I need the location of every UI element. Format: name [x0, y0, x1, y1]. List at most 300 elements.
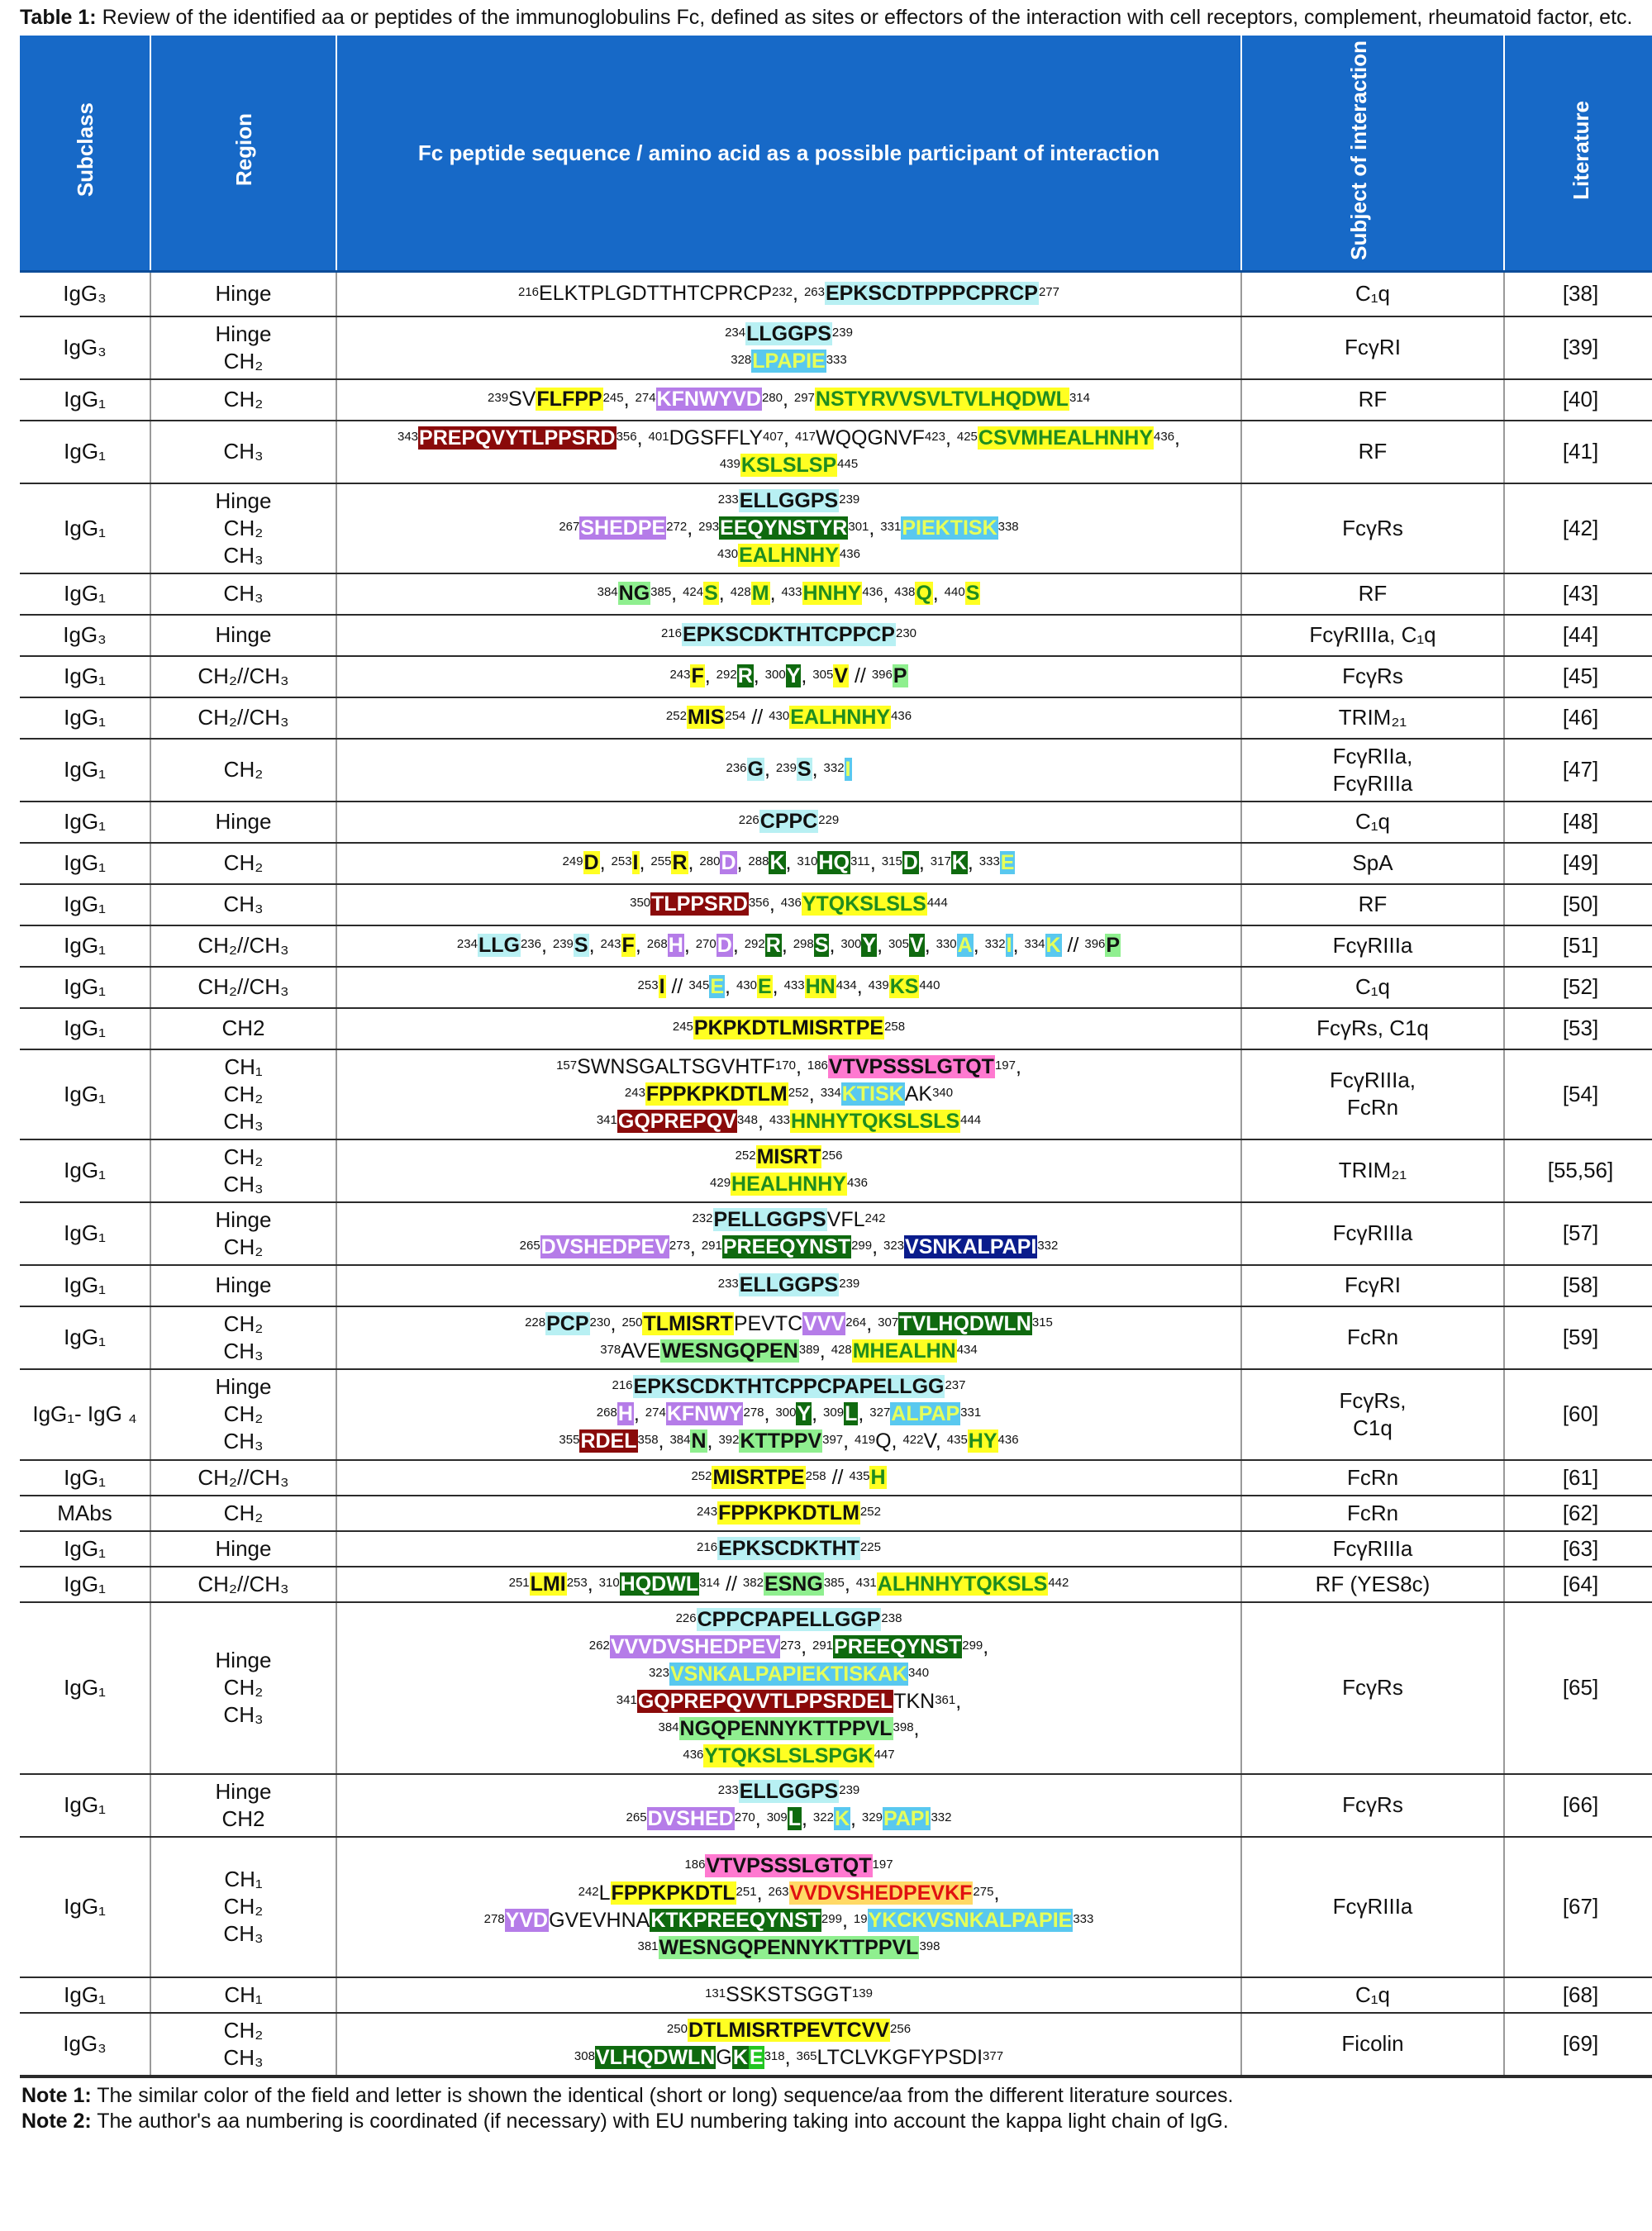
- region-label: CH₁: [224, 1054, 263, 1079]
- region-label: CH₃: [223, 1702, 264, 1727]
- sequence-text: ,: [687, 516, 699, 540]
- highlighted-peptide: V: [910, 934, 924, 957]
- highlighted-peptide: VVDVSHEDPEVKF: [789, 1881, 973, 1905]
- sequence-text: TKN: [893, 1689, 935, 1713]
- highlighted-peptide: PKPKDTLMISRTPE: [693, 1016, 884, 1039]
- cell-subject: [1241, 1049, 1504, 1139]
- highlighted-peptide: HNHYTQKSLSLS: [790, 1109, 960, 1133]
- cell-sequence: [336, 272, 1241, 316]
- cell-subclass: IgG₁: [20, 1837, 150, 1977]
- highlighted-peptide: V: [834, 664, 849, 687]
- cell-subject: [1241, 1265, 1504, 1306]
- sequence-line: [342, 973, 1235, 1001]
- residue-number: 345: [688, 978, 710, 992]
- residue-number: 433: [769, 1112, 790, 1127]
- residue-number: 440: [919, 978, 940, 992]
- sequence-text: ,: [736, 851, 749, 874]
- cell-subclass: IgG₁: [20, 1202, 150, 1265]
- residue-number: 330: [935, 937, 957, 951]
- cell-subject: [1241, 1008, 1504, 1049]
- highlighted-peptide: CPPC: [759, 810, 818, 833]
- residue-number: 334: [820, 1085, 841, 1100]
- highlighted-peptide: EEQYNSTYR: [720, 516, 848, 540]
- residue-number: 197: [994, 1058, 1016, 1073]
- highlighted-peptide: WESNGQPEN: [661, 1339, 798, 1363]
- residue-number: 245: [672, 1020, 693, 1034]
- table-row: [20, 1265, 1652, 1306]
- highlighted-peptide: CSVMHEALHNHY: [978, 426, 1154, 450]
- residue-number: 332: [1037, 1238, 1059, 1253]
- cell-subclass: IgG₁: [20, 379, 150, 421]
- highlighted-peptide: K: [951, 851, 967, 874]
- cell-literature: [65]: [1504, 1602, 1652, 1774]
- sequence-text: //: [826, 1465, 850, 1489]
- residue-number: 239: [839, 492, 860, 507]
- sequence-text: ELKTPLGDTTHTCPRCP: [539, 282, 772, 306]
- subject-label: FcRn: [1346, 1325, 1399, 1349]
- cell-literature: [39]: [1504, 316, 1652, 379]
- residue-number: 340: [908, 1665, 930, 1680]
- residue-number: 334: [1024, 937, 1045, 951]
- table-row: [20, 1496, 1652, 1531]
- residue-number: 239: [831, 325, 853, 340]
- subject-label: FcRn: [1346, 1464, 1399, 1490]
- highlighted-peptide: K: [732, 2045, 748, 2069]
- highlighted-peptide: ALHNHYTQKSLS: [877, 1572, 1048, 1596]
- highlighted-peptide: I: [845, 758, 851, 781]
- sequence-text: ,: [967, 851, 979, 874]
- sequence-line: [342, 1428, 1235, 1455]
- residue-number: 236: [520, 937, 541, 951]
- cell-sequence: [336, 379, 1241, 421]
- cell-sequence: [336, 2013, 1241, 2076]
- cell-sequence: [336, 925, 1241, 967]
- residue-number: 323: [883, 1238, 905, 1253]
- cell-subclass: IgG₁: [20, 843, 150, 884]
- highlighted-peptide: P: [1106, 934, 1121, 957]
- cell-subject: [1241, 802, 1504, 843]
- cell-subclass: IgG₁: [20, 1460, 150, 1496]
- residue-number: 439: [868, 978, 889, 992]
- residue-number: 315: [881, 854, 902, 868]
- residue-number: 252: [788, 1085, 809, 1100]
- highlighted-peptide: FPPKPKDTLM: [645, 1082, 788, 1106]
- highlighted-peptide: PAPI: [883, 1806, 931, 1830]
- residue-number: 322: [812, 1810, 834, 1824]
- residue-number: 252: [665, 709, 687, 723]
- header-region-label: Region: [231, 113, 256, 187]
- highlighted-peptide: S: [965, 582, 980, 605]
- cell-region: [150, 656, 336, 697]
- residue-number: 384: [658, 1720, 679, 1734]
- cell-subject: [1241, 1460, 1504, 1496]
- cell-literature: [41]: [1504, 421, 1652, 483]
- cell-sequence: [336, 1602, 1241, 1774]
- cell-sequence: [336, 1306, 1241, 1369]
- residue-number: 216: [612, 1378, 633, 1392]
- highlighted-peptide: PREEQYNST: [722, 1234, 851, 1258]
- highlighted-peptide: HY: [968, 1429, 997, 1453]
- cell-sequence: [336, 1567, 1241, 1602]
- region-label: CH₂//CH₃: [198, 1464, 289, 1490]
- residue-number: 382: [742, 1575, 764, 1590]
- cell-literature: [64]: [1504, 1567, 1652, 1602]
- highlighted-peptide: S: [797, 758, 812, 781]
- region-label: CH₂: [223, 1144, 264, 1169]
- table-row: [20, 1202, 1652, 1265]
- highlighted-peptide: KS: [889, 975, 919, 998]
- highlighted-peptide: NGQPENNYKTTPPVL: [679, 1716, 893, 1740]
- highlighted-peptide: HQ: [818, 851, 850, 874]
- sequence-text: ,: [1012, 934, 1025, 957]
- residue-number: 429: [710, 1175, 731, 1190]
- cell-sequence: [336, 967, 1241, 1008]
- residue-number: 239: [839, 1782, 860, 1797]
- sequence-text: ,: [812, 758, 824, 781]
- residue-number: 233: [717, 1782, 739, 1797]
- residue-number: 291: [701, 1238, 722, 1253]
- subject-label: FcγRIIIa: [1332, 1535, 1413, 1561]
- sequence-line: [342, 849, 1235, 877]
- residue-number: 333: [1073, 1911, 1094, 1926]
- subject-label: FcγRIIIa: [1332, 1220, 1413, 1245]
- highlighted-peptide: K: [769, 851, 785, 874]
- region-label: Hinge: [215, 321, 272, 346]
- cell-subclass: IgG₁: [20, 967, 150, 1008]
- subject-label: FcγRIIIa: [1332, 933, 1413, 958]
- table-row: [20, 1008, 1652, 1049]
- residue-number: 239: [488, 391, 509, 405]
- cell-literature: [40]: [1504, 379, 1652, 421]
- residue-number: 263: [768, 1884, 789, 1899]
- residue-number: 436: [846, 1175, 868, 1190]
- sequence-line: [342, 1634, 1235, 1661]
- highlighted-peptide: PCP: [546, 1311, 589, 1335]
- region-label: Hinge: [215, 1374, 272, 1399]
- region-label: CH₂: [223, 1401, 264, 1426]
- document: [20, 5, 1652, 2134]
- sequence-line: [342, 756, 1235, 783]
- cell-subject: [1241, 1496, 1504, 1531]
- highlighted-peptide: L: [788, 1806, 801, 1830]
- table-row: [20, 739, 1652, 802]
- sequence-text: ,: [801, 664, 813, 687]
- highlighted-peptide: VVVDVSHEDPEV: [610, 1634, 780, 1658]
- table-row: [20, 1837, 1652, 1977]
- residue-number: 230: [589, 1315, 611, 1330]
- subject-label: FcRn: [1346, 1500, 1399, 1525]
- caption-label: Table 1:: [20, 6, 97, 29]
- cell-sequence: [336, 884, 1241, 925]
- table-row: [20, 316, 1652, 379]
- sequence-text: ,: [877, 934, 888, 957]
- sequence-text: ,: [844, 1572, 856, 1596]
- residue-number: 389: [798, 1342, 820, 1357]
- highlighted-peptide: E: [757, 975, 772, 998]
- table-row: [20, 967, 1652, 1008]
- highlighted-peptide: N: [691, 1429, 707, 1453]
- residue-number: 431: [855, 1575, 877, 1590]
- highlighted-peptide: LPAPIE: [752, 349, 826, 373]
- residue-number: 318: [764, 2048, 785, 2063]
- highlighted-peptide: KTISK: [841, 1082, 904, 1106]
- sequence-line: [342, 1108, 1235, 1135]
- cell-literature: [58]: [1504, 1265, 1652, 1306]
- sequence-line: [342, 1081, 1235, 1108]
- residue-number: 436: [1154, 429, 1175, 444]
- table-row: [20, 1369, 1652, 1460]
- sequence-text: ,: [683, 934, 696, 957]
- cell-region: [150, 802, 336, 843]
- cell-literature: [66]: [1504, 1774, 1652, 1837]
- highlighted-peptide: H: [870, 1465, 886, 1489]
- table-row: [20, 615, 1652, 656]
- sequence-text: ,: [819, 1339, 831, 1363]
- table-caption: [20, 5, 1652, 31]
- residue-number: 233: [717, 1277, 739, 1291]
- cell-literature: [59]: [1504, 1306, 1652, 1369]
- cell-literature: [55,56]: [1504, 1139, 1652, 1202]
- highlighted-peptide: NG: [618, 582, 650, 605]
- residue-number: 242: [578, 1884, 599, 1899]
- highlighted-peptide: KFNWY: [666, 1402, 743, 1425]
- residue-number: 417: [794, 429, 816, 444]
- highlighted-peptide: EALHNHY: [739, 543, 839, 567]
- residue-number: 307: [878, 1315, 899, 1330]
- cell-literature: [51]: [1504, 925, 1652, 967]
- sequence-text: ,: [783, 426, 795, 450]
- cell-literature: [53]: [1504, 1008, 1652, 1049]
- header-sequence: Fc peptide sequence / amino acid as a possible participant of interaction: [336, 36, 1241, 272]
- highlighted-peptide: D: [902, 851, 918, 874]
- cell-subject: [1241, 1837, 1504, 1977]
- region-label: Hinge: [215, 1535, 272, 1561]
- residue-number: 384: [669, 1433, 691, 1447]
- sequence-text: //: [745, 706, 769, 729]
- subject-label: FcγRs: [1342, 1675, 1403, 1700]
- region-label: CH₃: [223, 1171, 264, 1196]
- cell-region: [150, 1202, 336, 1265]
- residue-number: 300: [840, 937, 862, 951]
- region-label: CH₁: [224, 1867, 263, 1891]
- highlighted-peptide: R: [737, 664, 753, 687]
- residue-number: 268: [596, 1406, 617, 1420]
- residue-number: 252: [859, 1504, 881, 1519]
- cell-literature: [62]: [1504, 1496, 1652, 1531]
- residue-number: 305: [888, 937, 909, 951]
- residue-number: 435: [946, 1433, 968, 1447]
- residue-number: 299: [821, 1911, 842, 1926]
- cell-region: [150, 1265, 336, 1306]
- sequence-text: SSKSTSGGT: [726, 1982, 852, 2006]
- sequence-line: [342, 621, 1235, 649]
- sequence-text: V: [923, 1429, 935, 1453]
- residue-number: 186: [684, 1857, 706, 1872]
- residue-number: 197: [872, 1857, 893, 1872]
- sequence-text: ,: [753, 664, 765, 687]
- sequence-line: [342, 1015, 1235, 1042]
- sequence-line: [342, 1272, 1235, 1299]
- sequence-text: ,: [983, 1634, 989, 1658]
- residue-number: 225: [859, 1539, 881, 1554]
- highlighted-peptide: DTLMISRTPEVTCVV: [688, 2018, 890, 2042]
- cell-region: [150, 967, 336, 1008]
- residue-number: 384: [597, 585, 618, 599]
- sequence-line: [342, 891, 1235, 918]
- sequence-line: [342, 1401, 1235, 1428]
- highlighted-peptide: ELLGGPS: [739, 1273, 839, 1296]
- subject-label: FcγRIIa,: [1332, 743, 1413, 768]
- sequence-line: [342, 488, 1235, 515]
- sequence-text: //: [1061, 934, 1085, 957]
- cell-region: [150, 884, 336, 925]
- highlighted-peptide: I: [659, 975, 665, 998]
- residue-number: 278: [483, 1911, 505, 1926]
- sequence-text: ,: [689, 1234, 702, 1258]
- highlighted-peptide: HEALHNHY: [731, 1172, 846, 1196]
- residue-number: 250: [666, 2021, 688, 2036]
- cell-region: [150, 739, 336, 802]
- residue-number: 332: [823, 761, 845, 775]
- subject-label: RF (YES8c): [1315, 1571, 1431, 1596]
- cell-region: [150, 843, 336, 884]
- sequence-text: ,: [856, 975, 869, 998]
- cell-literature: [63]: [1504, 1531, 1652, 1567]
- residue-number: 329: [861, 1810, 883, 1824]
- cell-literature: [49]: [1504, 843, 1652, 884]
- cell-literature: [47]: [1504, 739, 1652, 802]
- residue-number: 297: [793, 391, 815, 405]
- highlighted-peptide: KFNWYVD: [656, 388, 761, 411]
- highlighted-peptide: HNHY: [802, 582, 862, 605]
- highlighted-peptide: LLGGPS: [746, 321, 831, 345]
- cell-subclass: IgG₃: [20, 272, 150, 316]
- table-row: [20, 483, 1652, 573]
- residue-number: 350: [630, 896, 651, 910]
- highlighted-peptide: D: [721, 851, 736, 874]
- highlighted-peptide: S: [814, 934, 829, 957]
- residue-number: 216: [517, 285, 540, 300]
- sequence-line: [342, 452, 1235, 479]
- highlighted-peptide: Y: [786, 664, 801, 687]
- sequence-line: [342, 1338, 1235, 1365]
- sequence-text: ,: [932, 582, 945, 605]
- residue-number: 299: [851, 1238, 873, 1253]
- sequence-line: [342, 1311, 1235, 1338]
- header-literature-label: Literature: [1568, 100, 1593, 200]
- highlighted-peptide: H: [617, 1402, 633, 1425]
- table-row: [20, 1460, 1652, 1496]
- residue-number: 377: [983, 2048, 1004, 2063]
- sequence-line: [342, 932, 1235, 959]
- cell-literature: [67]: [1504, 1837, 1652, 1977]
- residue-number: 343: [398, 429, 419, 444]
- subject-label: FcγRIIIa, C₁q: [1309, 622, 1436, 647]
- highlighted-peptide: NSTYRVVSVLTVLHQDWL: [815, 388, 1069, 411]
- cell-literature: [60]: [1504, 1369, 1652, 1460]
- sequence-text: ,: [793, 282, 804, 306]
- residue-number: 422: [902, 1433, 924, 1447]
- cell-region: [150, 1306, 336, 1369]
- region-label: CH₂: [223, 515, 264, 540]
- residue-number: 263: [803, 285, 825, 300]
- sequence-text: ,: [636, 426, 649, 450]
- sequence-line: [342, 1880, 1235, 1907]
- residue-number: 436: [839, 546, 860, 561]
- region-label: Hinge: [215, 1272, 272, 1297]
- cell-subclass: IgG₁- IgG ₄: [20, 1369, 150, 1460]
- residue-number: 447: [874, 1747, 895, 1762]
- cell-sequence: [336, 1139, 1241, 1202]
- cell-region: [150, 615, 336, 656]
- highlighted-peptide: G: [747, 758, 764, 781]
- residue-number: 365: [796, 2048, 817, 2063]
- residue-number: 327: [869, 1406, 891, 1420]
- cell-region: [150, 925, 336, 967]
- residue-number: 433: [783, 978, 805, 992]
- residue-number: 245: [602, 391, 624, 405]
- cell-subclass: IgG₁: [20, 925, 150, 967]
- residue-number: 242: [864, 1211, 886, 1225]
- residue-number: 255: [650, 854, 672, 868]
- highlighted-peptide: TLMISRT: [643, 1311, 733, 1335]
- subject-label: C₁q: [1354, 809, 1390, 834]
- residue-number: 348: [736, 1112, 758, 1127]
- residue-number: 428: [831, 1342, 852, 1357]
- cell-region: [150, 1531, 336, 1567]
- highlighted-peptide: F: [691, 664, 704, 687]
- sequence-text: ,: [872, 1234, 883, 1258]
- highlighted-peptide: EPKSCDKTHTCPPCP: [683, 623, 895, 646]
- residue-number: 398: [893, 1720, 914, 1734]
- sequence-text: ,: [688, 851, 700, 874]
- subject-label: C₁q: [1354, 1981, 1390, 2007]
- subject-label: FcγRI: [1345, 335, 1401, 359]
- cell-subject: [1241, 1369, 1504, 1460]
- highlighted-peptide: CPPCPAPELLGGP: [697, 1607, 881, 1631]
- residue-number: 270: [695, 937, 717, 951]
- highlighted-peptide: EPKSCDTPPPCPRCP: [825, 282, 1038, 306]
- region-label: CH2: [221, 1805, 265, 1831]
- cell-subclass: IgG₁: [20, 1774, 150, 1837]
- residue-number: 396: [871, 668, 893, 682]
- region-label: CH₃: [223, 439, 264, 464]
- cell-literature: [43]: [1504, 573, 1652, 615]
- highlighted-peptide: MHEALHN: [852, 1339, 956, 1363]
- highlighted-peptide: Q: [916, 582, 932, 605]
- caption-text: Review of the identified aa or peptides of the immunoglobulins Fc, defined as sites or effectors of the interaction with cell receptors, complement, rheumatoid factor, etc.: [102, 6, 1633, 29]
- residue-number: 338: [997, 519, 1019, 534]
- cell-subclass: IgG₁: [20, 1567, 150, 1602]
- highlighted-peptide: Y: [797, 1402, 812, 1425]
- cell-region: [150, 1008, 336, 1049]
- sequence-text: ,: [935, 1429, 947, 1453]
- sequence-text: ,: [769, 582, 782, 605]
- residue-number: 397: [822, 1433, 844, 1447]
- highlighted-peptide: KTKPREEQYNST: [650, 1908, 821, 1932]
- subject-label: RF: [1358, 892, 1388, 916]
- highlighted-peptide: PREEQYNST: [834, 1634, 962, 1658]
- header-subclass-label: Subclass: [72, 102, 98, 197]
- sequence-text: AK: [904, 1082, 933, 1106]
- cell-subject: [1241, 925, 1504, 967]
- residue-number: 239: [775, 761, 797, 775]
- sequence-line: [342, 580, 1235, 607]
- sequence-line: [342, 1981, 1235, 2009]
- residue-number: 436: [997, 1433, 1019, 1447]
- cell-subject: [1241, 1602, 1504, 1774]
- highlighted-peptide: EPKSCDKTHT: [718, 1536, 859, 1560]
